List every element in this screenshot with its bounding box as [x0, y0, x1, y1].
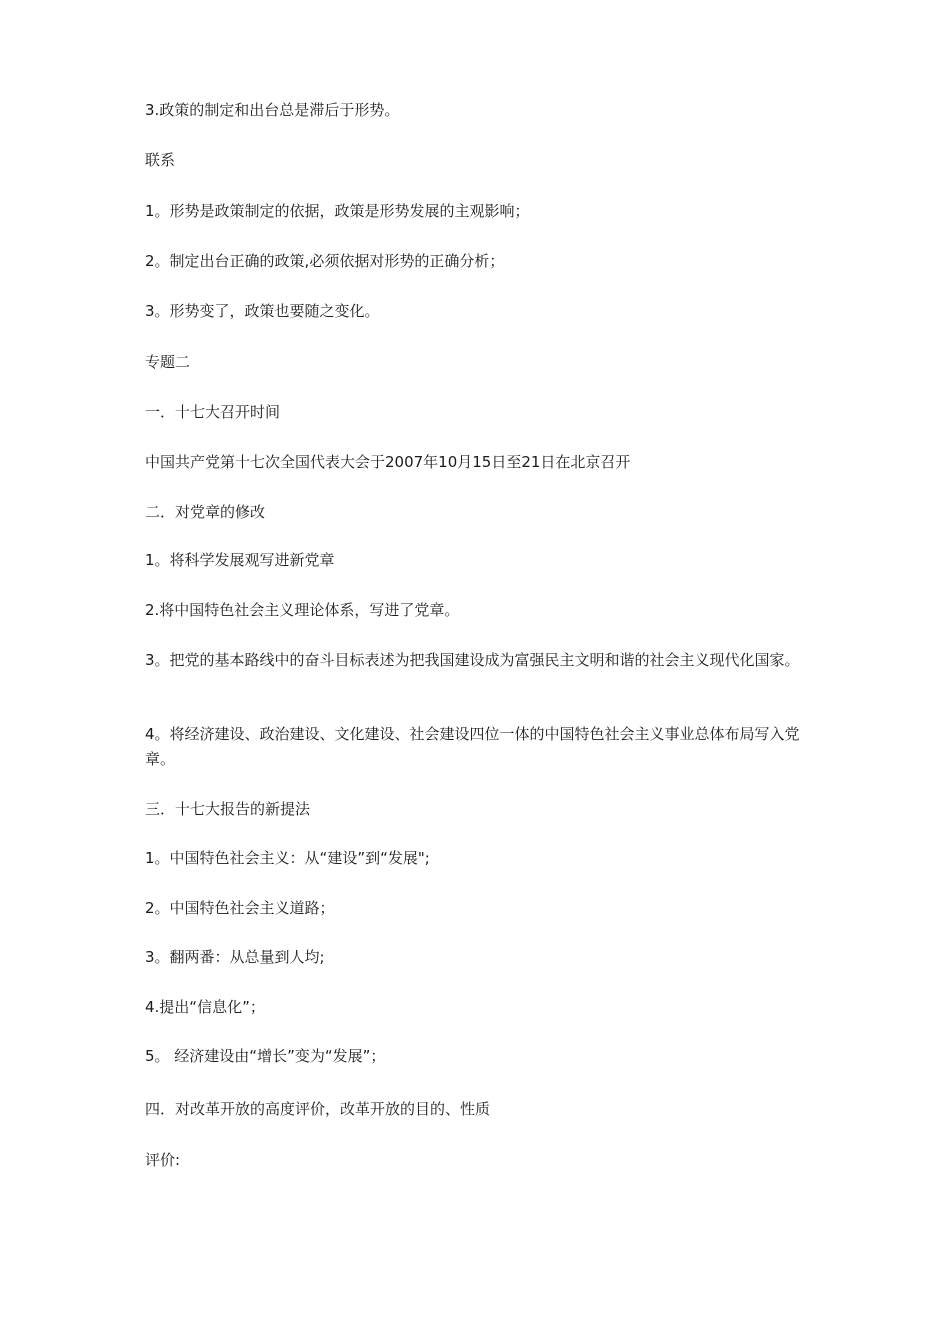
paragraph-formulation-1: 1。中国特色社会主义：从“建设”到“发展"; — [145, 849, 430, 867]
section-title-topic-2: 专题二 — [145, 353, 191, 371]
heading-new-formulations: 三．十七大报告的新提法 — [145, 800, 311, 818]
paragraph-formulation-4: 4.提出“信息化”； — [145, 998, 265, 1016]
paragraph-policy-lag: 3.政策的制定和出台总是滞后于形势。 — [145, 101, 400, 119]
paragraph-formulation-3: 3。翻两番：从总量到人均; — [145, 948, 325, 966]
paragraph-congress-date: 中国共产党第十七次全国代表大会于2007年10月15日至21日在北京召开 — [145, 453, 631, 471]
paragraph-amendment-3: 3。把党的基本路线中的奋斗目标表述为把我国建设成为富强民主文明和谐的社会主义现代化国家。 — [145, 651, 800, 669]
paragraph-connection-1: 1。形势是政策制定的依据，政策是形势发展的主观影响； — [145, 202, 530, 220]
heading-connection: 联系 — [145, 151, 176, 169]
label-evaluation: 评价: — [145, 1151, 181, 1169]
paragraph-connection-2: 2。制定出台正确的政策,必须依据对形势的正确分析； — [145, 252, 505, 270]
paragraph-amendment-1: 1。将科学发展观写进新党章 — [145, 551, 335, 569]
paragraph-connection-3: 3。形势变了，政策也要随之变化。 — [145, 302, 380, 320]
heading-constitution-amendment: 二．对党章的修改 — [145, 503, 266, 521]
heading-reform-evaluation: 四．对改革开放的高度评价，改革开放的目的、性质 — [145, 1100, 491, 1118]
paragraph-formulation-5: 5。 经济建设由“增长”变为“发展”； — [145, 1047, 386, 1065]
heading-congress-time: 一．十七大召开时间 — [145, 403, 281, 421]
paragraph-amendment-4: 4。将经济建设、政治建设、文化建设、社会建设四位一体的中国特色社会主义事业总体布局写入党章。 — [145, 725, 800, 768]
paragraph-formulation-2: 2。中国特色社会主义道路； — [145, 899, 335, 917]
paragraph-amendment-2: 2.将中国特色社会主义理论体系，写进了党章。 — [145, 601, 460, 619]
